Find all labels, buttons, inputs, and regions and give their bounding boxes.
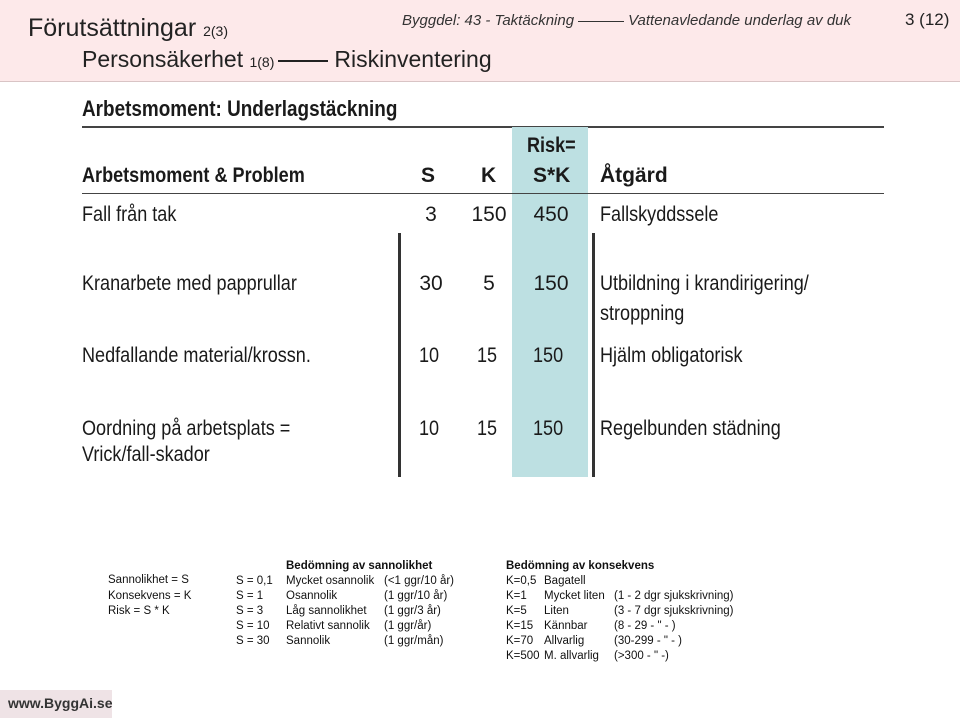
row-2-action-line2: stroppning [600,302,685,325]
table-top-rule [82,126,884,128]
prob-value-4: S = 10 [236,620,270,632]
cons-value-2: K=1 [506,590,527,602]
cons-value-1: K=0,5 [506,575,537,587]
title-sub-topic: Riskinventering [334,46,492,72]
row-1-risk: 450 [533,203,569,226]
header-task: Arbetsmoment & Problem [82,164,305,187]
row-2-action: Utbildning i krandirigering/ [600,272,809,295]
cons-label-1: Bagatell [544,575,586,587]
cons-value-3: K=5 [506,605,527,617]
legend-def-k: Konsekvens = K [108,590,192,602]
cons-label-4: Kännbar [544,620,588,632]
cons-desc-6: (>300 - " -) [614,650,669,662]
footer-link-box[interactable] [0,690,112,718]
row-1-action: Fallskyddssele [600,203,719,226]
row-1-k: 150 [471,203,507,226]
prob-value-1: S = 0,1 [236,575,273,587]
row-1-s: 3 [425,203,437,226]
row-1-task: Fall från tak [82,203,177,226]
separator-right [592,233,595,477]
header-action: Åtgärd [600,164,668,187]
subtitle-dash [578,21,624,22]
prob-label-3: Låg sannolikhet [286,605,367,617]
cons-label-6: M. allvarlig [544,650,599,662]
title-sub: Personsäkerhet [82,46,244,72]
prob-freq-4: (1 ggr/år) [384,620,432,632]
section-heading-text: Arbetsmoment: Underlagstäckning [82,96,398,121]
prob-freq-2: (1 ggr/10 år) [384,590,448,602]
table-header-rule [82,193,884,194]
cons-label-3: Liten [544,605,569,617]
cons-desc-2: (1 - 2 dgr sjukskrivning) [614,590,734,602]
header-risk-line1: Risk= [527,134,576,157]
legend-def-risk: Risk = S * K [108,605,170,617]
footer-url[interactable]: www.ByggAi.se [8,695,113,711]
prob-label-2: Osannolik [286,590,338,602]
prob-freq-1: (<1 ggr/10 år) [384,575,454,587]
cons-desc-3: (3 - 7 dgr sjukskrivning) [614,605,734,617]
probability-heading: Bedömning av sannolikhet [286,560,433,572]
cons-value-5: K=70 [506,635,534,647]
row-4-risk: 150 [533,417,564,440]
page-subtitle [82,46,492,73]
title-dash [278,60,328,62]
row-3-k: 15 [477,344,498,367]
page-title [28,14,228,43]
row-2-s: 30 [419,272,443,295]
section-heading [82,96,449,122]
cons-value-4: K=15 [506,620,534,632]
header-s: S [421,164,436,187]
subtitle-right: Vattenavledande underlag av duk [628,12,852,29]
cons-desc-4: (8 - 29 - " - ) [614,620,676,632]
row-2-k: 5 [483,272,495,295]
cons-value-6: K=500 [506,650,540,662]
prob-label-4: Relativt sannolik [286,620,370,632]
header-risk-line2: S*K [533,164,571,187]
title-sub-suffix: 1(8) [249,54,275,70]
prob-label-1: Mycket osannolik [286,575,375,587]
row-2-risk: 150 [533,272,569,295]
row-3-action: Hjälm obligatorisk [600,344,743,367]
legend-def-s: Sannolikhet = S [108,574,189,586]
title-main: Förutsättningar [28,14,197,42]
prob-freq-5: (1 ggr/mån) [384,635,444,647]
cons-desc-5: (30-299 - " - ) [614,635,682,647]
title-main-suffix: 2(3) [203,23,228,39]
row-4-s: 10 [419,417,440,440]
prob-freq-3: (1 ggr/3 år) [384,605,441,617]
cons-label-5: Allvarlig [544,635,585,647]
header-band [0,0,960,82]
page-number: 3 (12) [905,10,950,29]
header-k: K [481,164,497,187]
row-4-task-line2: Vrick/fall-skador [82,443,210,466]
subtitle-left: Byggdel: 43 - Taktäckning [402,12,575,29]
cons-label-2: Mycket liten [544,590,605,602]
consequence-heading: Bedömning av konsekvens [506,560,655,572]
building-part-caption [402,12,851,29]
row-4-k: 15 [477,417,498,440]
prob-value-2: S = 1 [236,590,264,602]
row-3-s: 10 [419,344,440,367]
row-4-task: Oordning på arbetsplats = [82,417,291,440]
row-2-task: Kranarbete med papprullar [82,272,297,295]
prob-value-3: S = 3 [236,605,264,617]
separator-left [398,233,401,477]
row-3-task: Nedfallande material/krossn. [82,344,311,367]
row-4-action: Regelbunden städning [600,417,781,440]
prob-label-5: Sannolik [286,635,331,647]
row-3-risk: 150 [533,344,564,367]
prob-value-5: S = 30 [236,635,270,647]
